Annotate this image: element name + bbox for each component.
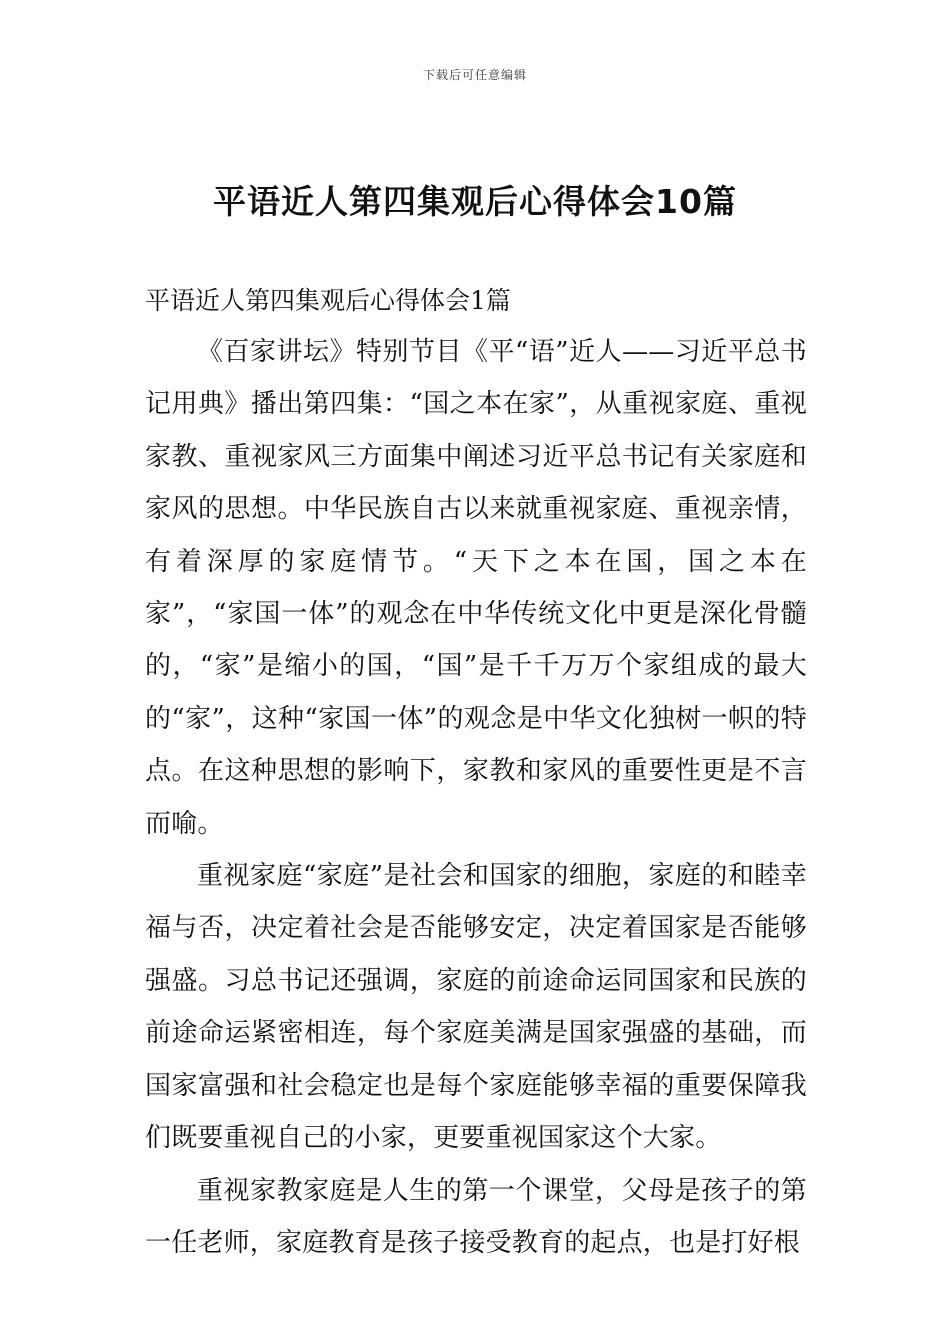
paragraph-3: 重视家教家庭是人生的第一个课堂，父母是孩子的第一任老师，家庭教育是孩子接受教育的起点，也是打好根: [145, 1175, 807, 1258]
document-body: [145, 276, 807, 1269]
document-title: 平语近人第四集观后心得体会10篇: [213, 182, 737, 221]
paragraph-1: 《百家讲坛》特别节目《平“语”近人——习近平总书记用典》播出第四集：“国之本在家”，从重视家庭、重视家教、重视家风三方面集中阐述习近平总书记有关家庭和家风的思想。中华民族自古以来就重视家庭、重视亲情，有着深厚的家庭情节。“天下之本在国，国之本在家”，“家国一体”的观念在中华传统文化中更是深化骨髓的，“家”是缩小的国，“国”是千千万万个家组成的最大的“家”，这种“家国一体”的观念是中华文化独树一帜的特点。在这种思想的影响下，家教和家风的重要性更是不言而喻。: [145, 337, 807, 839]
header-note: 下载后可任意编辑: [422, 68, 527, 82]
section-heading: 平语近人第四集观后心得体会1篇: [145, 286, 511, 315]
paragraph-2: 重视家庭“家庭”是社会和国家的细胞，家庭的和睦幸福与否，决定着社会是否能够安定，决定着国家是否能够强盛。习总书记还强调，家庭的前途命运同国家和民族的前途命运紧密相连，每个家庭美满是国家强盛的基础，而国家富强和社会稳定也是每个家庭能够幸福的重要保障我们既要重视自己的小家，更要重视国家这个大家。: [145, 861, 807, 1154]
